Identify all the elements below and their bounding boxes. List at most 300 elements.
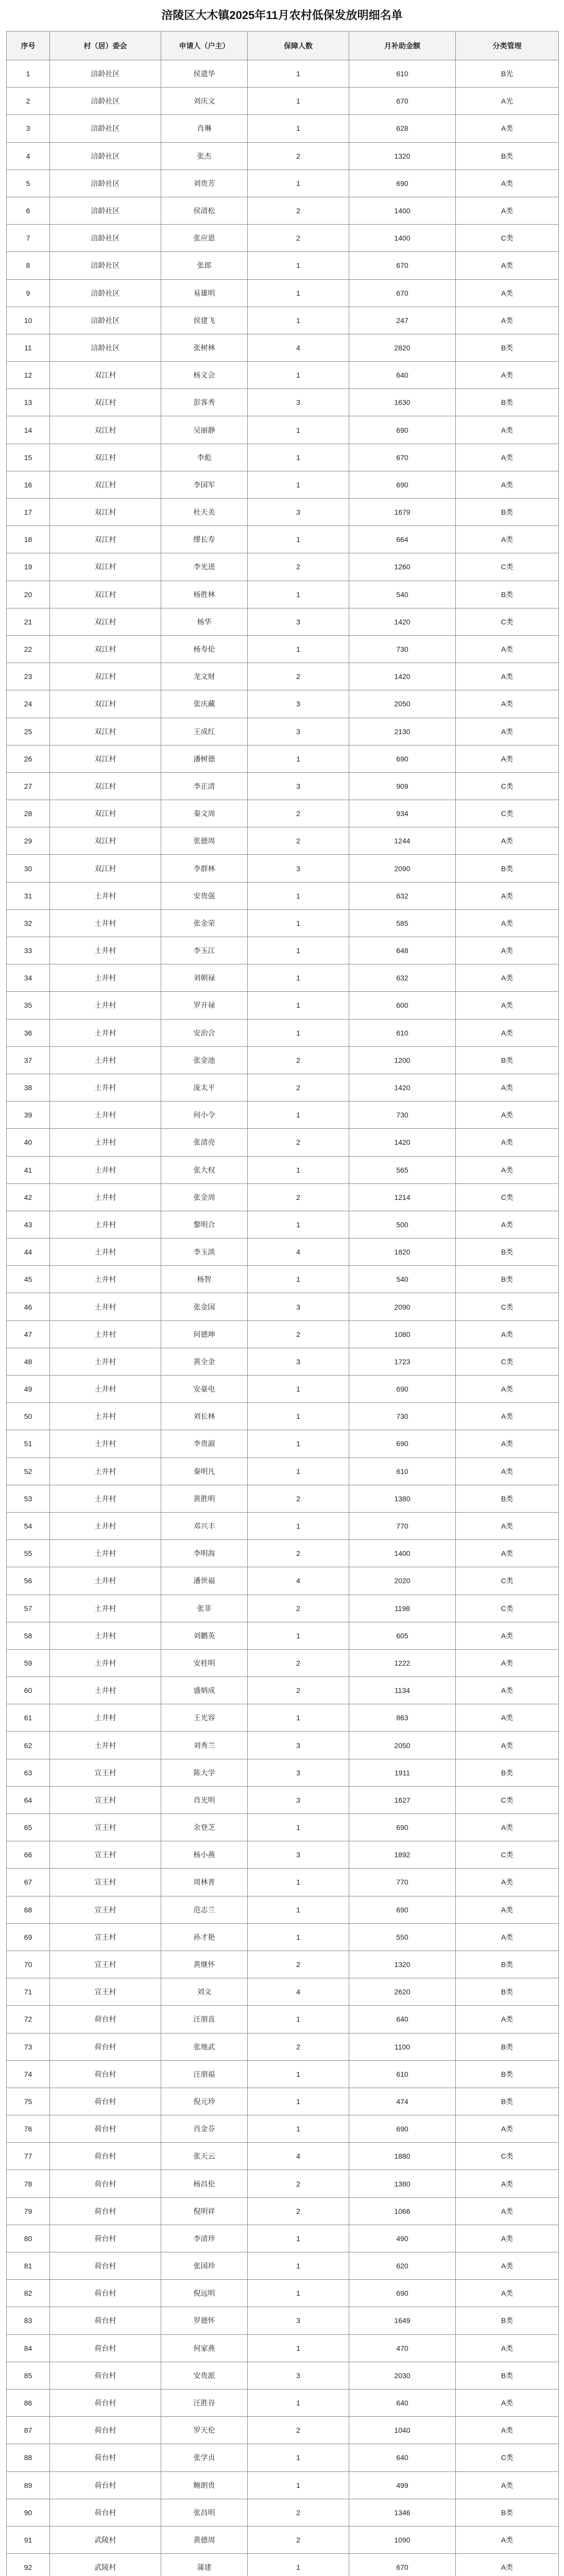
cell-amount: 470	[349, 2334, 456, 2362]
cell-category: B类	[456, 2499, 559, 2526]
cell-name: 孙才艳	[161, 1923, 248, 1951]
cell-no: 8	[7, 252, 50, 279]
cell-no: 73	[7, 2033, 50, 2060]
cell-amount: 909	[349, 772, 456, 800]
table-row	[7, 1951, 559, 1978]
table-body	[7, 60, 559, 2576]
cell-people: 3	[248, 718, 349, 745]
cell-name: 潘树德	[161, 745, 248, 772]
cell-people: 1	[248, 471, 349, 498]
table-row	[7, 1869, 559, 1896]
table-row	[7, 1046, 559, 1074]
cell-no: 24	[7, 690, 50, 718]
cell-category: C类	[456, 772, 559, 800]
cell-category: A类	[456, 745, 559, 772]
cell-no: 89	[7, 2471, 50, 2499]
cell-category: A类	[456, 115, 559, 142]
table-row	[7, 416, 559, 444]
table-row	[7, 2389, 559, 2416]
cell-name: 肖琳	[161, 115, 248, 142]
cell-people: 3	[248, 608, 349, 635]
cell-amount: 628	[349, 115, 456, 142]
cell-people: 4	[248, 1239, 349, 1266]
cell-name: 张庆藏	[161, 690, 248, 718]
cell-amount: 632	[349, 882, 456, 909]
cell-name: 周林普	[161, 1869, 248, 1896]
cell-village: 土井村	[50, 1622, 161, 1649]
cell-category: C类	[456, 2143, 559, 2170]
cell-people: 1	[248, 1869, 349, 1896]
cell-people: 1	[248, 2115, 349, 2143]
cell-no: 55	[7, 1540, 50, 1567]
cell-category: A类	[456, 663, 559, 690]
cell-village: 土井村	[50, 1485, 161, 1512]
cell-amount: 1200	[349, 1046, 456, 1074]
cell-people: 1	[248, 2252, 349, 2280]
cell-village: 土井村	[50, 1046, 161, 1074]
cell-village: 土井村	[50, 1649, 161, 1676]
cell-amount: 1080	[349, 1320, 456, 1348]
cell-name: 刘文	[161, 1978, 248, 2006]
table-row	[7, 115, 559, 142]
cell-village: 荷台村	[50, 2115, 161, 2143]
cell-name: 侯建飞	[161, 307, 248, 334]
table-row	[7, 2252, 559, 2280]
table-row	[7, 2444, 559, 2471]
cell-village: 荷台村	[50, 2307, 161, 2334]
table-row	[7, 1814, 559, 1841]
cell-amount: 1222	[349, 1649, 456, 1676]
cell-village: 土井村	[50, 1156, 161, 1183]
cell-people: 1	[248, 60, 349, 88]
cell-amount: 1400	[349, 197, 456, 224]
cell-category: A类	[456, 2526, 559, 2553]
cell-name: 张郎	[161, 252, 248, 279]
cell-amount: 1420	[349, 1074, 456, 1101]
cell-no: 71	[7, 1978, 50, 2006]
cell-amount: 1380	[349, 1485, 456, 1512]
cell-no: 39	[7, 1101, 50, 1129]
cell-amount: 690	[349, 1814, 456, 1841]
cell-category: A类	[456, 827, 559, 855]
cell-no: 46	[7, 1293, 50, 1320]
cell-no: 34	[7, 964, 50, 992]
cell-name: 安贵派	[161, 2362, 248, 2389]
cell-name: 侯清松	[161, 197, 248, 224]
table-row	[7, 225, 559, 252]
cell-no: 14	[7, 416, 50, 444]
cell-people: 1	[248, 1403, 349, 1430]
table-row	[7, 197, 559, 224]
cell-category: B类	[456, 1759, 559, 1786]
cell-amount: 2620	[349, 1978, 456, 2006]
cell-people: 2	[248, 2170, 349, 2197]
cell-people: 1	[248, 1211, 349, 1238]
cell-category: A光	[456, 88, 559, 115]
cell-amount: 1723	[349, 1348, 456, 1375]
cell-no: 80	[7, 2225, 50, 2252]
cell-name: 杜天美	[161, 499, 248, 526]
cell-no: 62	[7, 1732, 50, 1759]
cell-village: 土井村	[50, 1348, 161, 1375]
cell-village: 涪龄社区	[50, 60, 161, 88]
cell-village: 涪龄社区	[50, 88, 161, 115]
cell-village: 涪龄社区	[50, 279, 161, 307]
cell-amount: 1880	[349, 2143, 456, 2170]
cell-people: 1	[248, 882, 349, 909]
table-row	[7, 745, 559, 772]
table-row	[7, 1266, 559, 1293]
cell-village: 土井村	[50, 1211, 161, 1238]
cell-name: 张德周	[161, 827, 248, 855]
table-row	[7, 362, 559, 389]
cell-no: 88	[7, 2444, 50, 2471]
cell-category: A类	[456, 416, 559, 444]
cell-no: 2	[7, 88, 50, 115]
cell-no: 69	[7, 1923, 50, 1951]
cell-no: 65	[7, 1814, 50, 1841]
cell-name: 范志兰	[161, 1896, 248, 1923]
cell-amount: 670	[349, 279, 456, 307]
cell-category: A类	[456, 2006, 559, 2033]
table-row	[7, 1458, 559, 1485]
cell-category: A类	[456, 1732, 559, 1759]
cell-no: 9	[7, 279, 50, 307]
cell-no: 54	[7, 1512, 50, 1539]
cell-amount: 1320	[349, 142, 456, 170]
cell-people: 2	[248, 2033, 349, 2060]
cell-no: 13	[7, 389, 50, 416]
table-row	[7, 581, 559, 608]
cell-village: 双江村	[50, 608, 161, 635]
cell-category: A类	[456, 1923, 559, 1951]
cell-village: 荷台村	[50, 2444, 161, 2471]
cell-no: 78	[7, 2170, 50, 2197]
cell-name: 李彪	[161, 444, 248, 471]
cell-people: 2	[248, 663, 349, 690]
cell-category: A类	[456, 964, 559, 992]
cell-no: 7	[7, 225, 50, 252]
cell-no: 40	[7, 1129, 50, 1156]
cell-name: 易雄明	[161, 279, 248, 307]
cell-category: A类	[456, 2471, 559, 2499]
table-row	[7, 1074, 559, 1101]
cell-no: 36	[7, 1019, 50, 1046]
cell-people: 1	[248, 1896, 349, 1923]
cell-no: 66	[7, 1841, 50, 1869]
cell-name: 张树林	[161, 334, 248, 361]
cell-amount: 670	[349, 444, 456, 471]
cell-amount: 2820	[349, 334, 456, 361]
cell-category: C类	[456, 1348, 559, 1375]
cell-people: 1	[248, 2471, 349, 2499]
cell-name: 杨智	[161, 1266, 248, 1293]
cell-village: 荷台村	[50, 2033, 161, 2060]
cell-village: 土井村	[50, 1512, 161, 1539]
cell-name: 李明海	[161, 1540, 248, 1567]
cell-village: 双江村	[50, 855, 161, 882]
cell-people: 1	[248, 909, 349, 937]
cell-amount: 620	[349, 2252, 456, 2280]
cell-no: 23	[7, 663, 50, 690]
cell-people: 1	[248, 362, 349, 389]
cell-name: 吴丽静	[161, 416, 248, 444]
cell-people: 1	[248, 1101, 349, 1129]
cell-name: 刘朝禄	[161, 964, 248, 992]
cell-people: 2	[248, 142, 349, 170]
cell-no: 81	[7, 2252, 50, 2280]
cell-amount: 690	[349, 1896, 456, 1923]
cell-no: 43	[7, 1211, 50, 1238]
cell-people: 1	[248, 115, 349, 142]
cell-name: 黄德周	[161, 2526, 248, 2553]
cell-people: 4	[248, 1978, 349, 2006]
cell-amount: 1380	[349, 2170, 456, 2197]
cell-village: 双江村	[50, 635, 161, 663]
cell-amount: 863	[349, 1704, 456, 1732]
cell-amount: 934	[349, 800, 456, 827]
table-row	[7, 663, 559, 690]
cell-name: 黄胜明	[161, 1485, 248, 1512]
cell-amount: 1420	[349, 663, 456, 690]
cell-village: 涪龄社区	[50, 197, 161, 224]
table-row	[7, 1540, 559, 1567]
cell-amount: 2090	[349, 1293, 456, 1320]
cell-people: 1	[248, 1376, 349, 1403]
table-row	[7, 2088, 559, 2115]
cell-village: 双江村	[50, 772, 161, 800]
cell-village: 土井村	[50, 1403, 161, 1430]
cell-village: 涪龄社区	[50, 170, 161, 197]
cell-amount: 1630	[349, 389, 456, 416]
cell-category: A类	[456, 1677, 559, 1704]
table-row	[7, 252, 559, 279]
cell-people: 2	[248, 800, 349, 827]
cell-people: 2	[248, 1129, 349, 1156]
table-row	[7, 992, 559, 1019]
table-row	[7, 389, 559, 416]
cell-amount: 690	[349, 1376, 456, 1403]
cell-category: A类	[456, 1649, 559, 1676]
cell-category: A类	[456, 718, 559, 745]
cell-people: 3	[248, 389, 349, 416]
table-row	[7, 1293, 559, 1320]
table-row	[7, 471, 559, 498]
cell-people: 1	[248, 2280, 349, 2307]
cell-village: 双江村	[50, 581, 161, 608]
cell-name: 张金荣	[161, 909, 248, 937]
table-row	[7, 2280, 559, 2307]
cell-category: A类	[456, 1512, 559, 1539]
table-row	[7, 1183, 559, 1211]
cell-village: 双江村	[50, 362, 161, 389]
cell-people: 1	[248, 88, 349, 115]
cell-category: B类	[456, 2033, 559, 2060]
table-row	[7, 800, 559, 827]
cell-village: 荷台村	[50, 2252, 161, 2280]
cell-category: B类	[456, 2307, 559, 2334]
cell-people: 1	[248, 444, 349, 471]
cell-name: 刘鹏英	[161, 1622, 248, 1649]
cell-no: 60	[7, 1677, 50, 1704]
cell-people: 1	[248, 745, 349, 772]
cell-category: B类	[456, 2088, 559, 2115]
cell-category: C类	[456, 1595, 559, 1622]
cell-people: 1	[248, 1266, 349, 1293]
cell-village: 土井村	[50, 1019, 161, 1046]
cell-no: 1	[7, 60, 50, 88]
cell-name: 张大权	[161, 1156, 248, 1183]
header-people: 保障人数	[248, 31, 349, 60]
cell-amount: 1198	[349, 1595, 456, 1622]
cell-name: 汪朋直	[161, 2006, 248, 2033]
cell-no: 19	[7, 553, 50, 581]
cell-category: A类	[456, 2280, 559, 2307]
table-row	[7, 1704, 559, 1732]
table-row	[7, 2417, 559, 2444]
cell-name: 杨昌伦	[161, 2170, 248, 2197]
cell-category: B类	[456, 2060, 559, 2088]
cell-village: 双江村	[50, 444, 161, 471]
cell-village: 涪龄社区	[50, 115, 161, 142]
cell-name: 肖金芬	[161, 2115, 248, 2143]
header-category: 分类管理	[456, 31, 559, 60]
table-row	[7, 2006, 559, 2033]
cell-category: A类	[456, 444, 559, 471]
cell-amount: 690	[349, 1430, 456, 1458]
table-row	[7, 88, 559, 115]
cell-village: 宣王村	[50, 1923, 161, 1951]
table-row	[7, 1896, 559, 1923]
cell-category: A类	[456, 1101, 559, 1129]
table-row	[7, 1156, 559, 1183]
cell-no: 33	[7, 937, 50, 964]
cell-people: 1	[248, 2060, 349, 2088]
cell-no: 30	[7, 855, 50, 882]
cell-village: 荷台村	[50, 2006, 161, 2033]
table-row	[7, 1759, 559, 1786]
cell-category: B类	[456, 389, 559, 416]
table-row	[7, 2554, 559, 2576]
table-row	[7, 1512, 559, 1539]
cell-name: 倪元珍	[161, 2088, 248, 2115]
cell-name: 张昌明	[161, 2499, 248, 2526]
cell-category: A类	[456, 1019, 559, 1046]
cell-village: 土井村	[50, 1239, 161, 1266]
cell-name: 张地武	[161, 2033, 248, 2060]
cell-category: A类	[456, 992, 559, 1019]
cell-category: A类	[456, 2170, 559, 2197]
page-title: 涪陵区大木镇2025年11月农村低保发放明细名单	[161, 9, 403, 22]
cell-village: 荷台村	[50, 2280, 161, 2307]
cell-category: C类	[456, 1567, 559, 1595]
cell-village: 土井村	[50, 1376, 161, 1403]
cell-category: A类	[456, 2252, 559, 2280]
cell-amount: 1090	[349, 2526, 456, 2553]
cell-people: 2	[248, 1320, 349, 1348]
cell-no: 4	[7, 142, 50, 170]
cell-people: 3	[248, 1841, 349, 1869]
cell-people: 2	[248, 1595, 349, 1622]
cell-people: 3	[248, 1786, 349, 1814]
table-row	[7, 1348, 559, 1375]
cell-name: 安治合	[161, 1019, 248, 1046]
table-row	[7, 718, 559, 745]
cell-village: 双江村	[50, 745, 161, 772]
cell-category: A类	[456, 1869, 559, 1896]
cell-name: 汪胜谷	[161, 2389, 248, 2416]
cell-category: B类	[456, 1266, 559, 1293]
cell-no: 47	[7, 1320, 50, 1348]
table-row	[7, 2471, 559, 2499]
cell-village: 武陵村	[50, 2526, 161, 2553]
cell-category: C类	[456, 608, 559, 635]
cell-village: 荷台村	[50, 2060, 161, 2088]
cell-amount: 690	[349, 416, 456, 444]
cell-people: 3	[248, 855, 349, 882]
cell-amount: 1214	[349, 1183, 456, 1211]
cell-amount: 670	[349, 252, 456, 279]
cell-name: 刘秀兰	[161, 1732, 248, 1759]
cell-category: C类	[456, 553, 559, 581]
cell-name: 刘长林	[161, 1403, 248, 1430]
cell-category: A类	[456, 1074, 559, 1101]
cell-amount: 730	[349, 1403, 456, 1430]
cell-no: 5	[7, 170, 50, 197]
cell-name: 安桂明	[161, 1649, 248, 1676]
cell-no: 86	[7, 2389, 50, 2416]
table-row	[7, 307, 559, 334]
table-row	[7, 499, 559, 526]
cell-no: 3	[7, 115, 50, 142]
cell-amount: 1346	[349, 2499, 456, 2526]
cell-no: 38	[7, 1074, 50, 1101]
cell-amount: 550	[349, 1923, 456, 1951]
cell-name: 张清亮	[161, 1129, 248, 1156]
cell-name: 汪朋福	[161, 2060, 248, 2088]
cell-name: 缪长寿	[161, 526, 248, 553]
cell-category: A类	[456, 937, 559, 964]
cell-village: 宣王村	[50, 1896, 161, 1923]
cell-no: 68	[7, 1896, 50, 1923]
cell-no: 74	[7, 2060, 50, 2088]
cell-no: 85	[7, 2362, 50, 2389]
cell-no: 77	[7, 2143, 50, 2170]
cell-name: 潘世福	[161, 1567, 248, 1595]
cell-no: 15	[7, 444, 50, 471]
cell-village: 涪龄社区	[50, 225, 161, 252]
table-row	[7, 909, 559, 937]
cell-people: 2	[248, 553, 349, 581]
cell-no: 16	[7, 471, 50, 498]
cell-village: 土井村	[50, 1595, 161, 1622]
cell-category: A类	[456, 526, 559, 553]
cell-amount: 1649	[349, 2307, 456, 2334]
cell-village: 荷台村	[50, 2170, 161, 2197]
cell-village: 土井村	[50, 964, 161, 992]
cell-name: 李贵淑	[161, 1430, 248, 1458]
cell-name: 罗开禄	[161, 992, 248, 1019]
cell-village: 双江村	[50, 416, 161, 444]
cell-name: 李国军	[161, 471, 248, 498]
cell-amount: 1892	[349, 1841, 456, 1869]
cell-village: 土井村	[50, 1704, 161, 1732]
cell-name: 杨小燕	[161, 1841, 248, 1869]
cell-village: 涪龄社区	[50, 142, 161, 170]
cell-people: 2	[248, 2197, 349, 2225]
cell-village: 宣王村	[50, 1978, 161, 2006]
cell-people: 2	[248, 2526, 349, 2553]
